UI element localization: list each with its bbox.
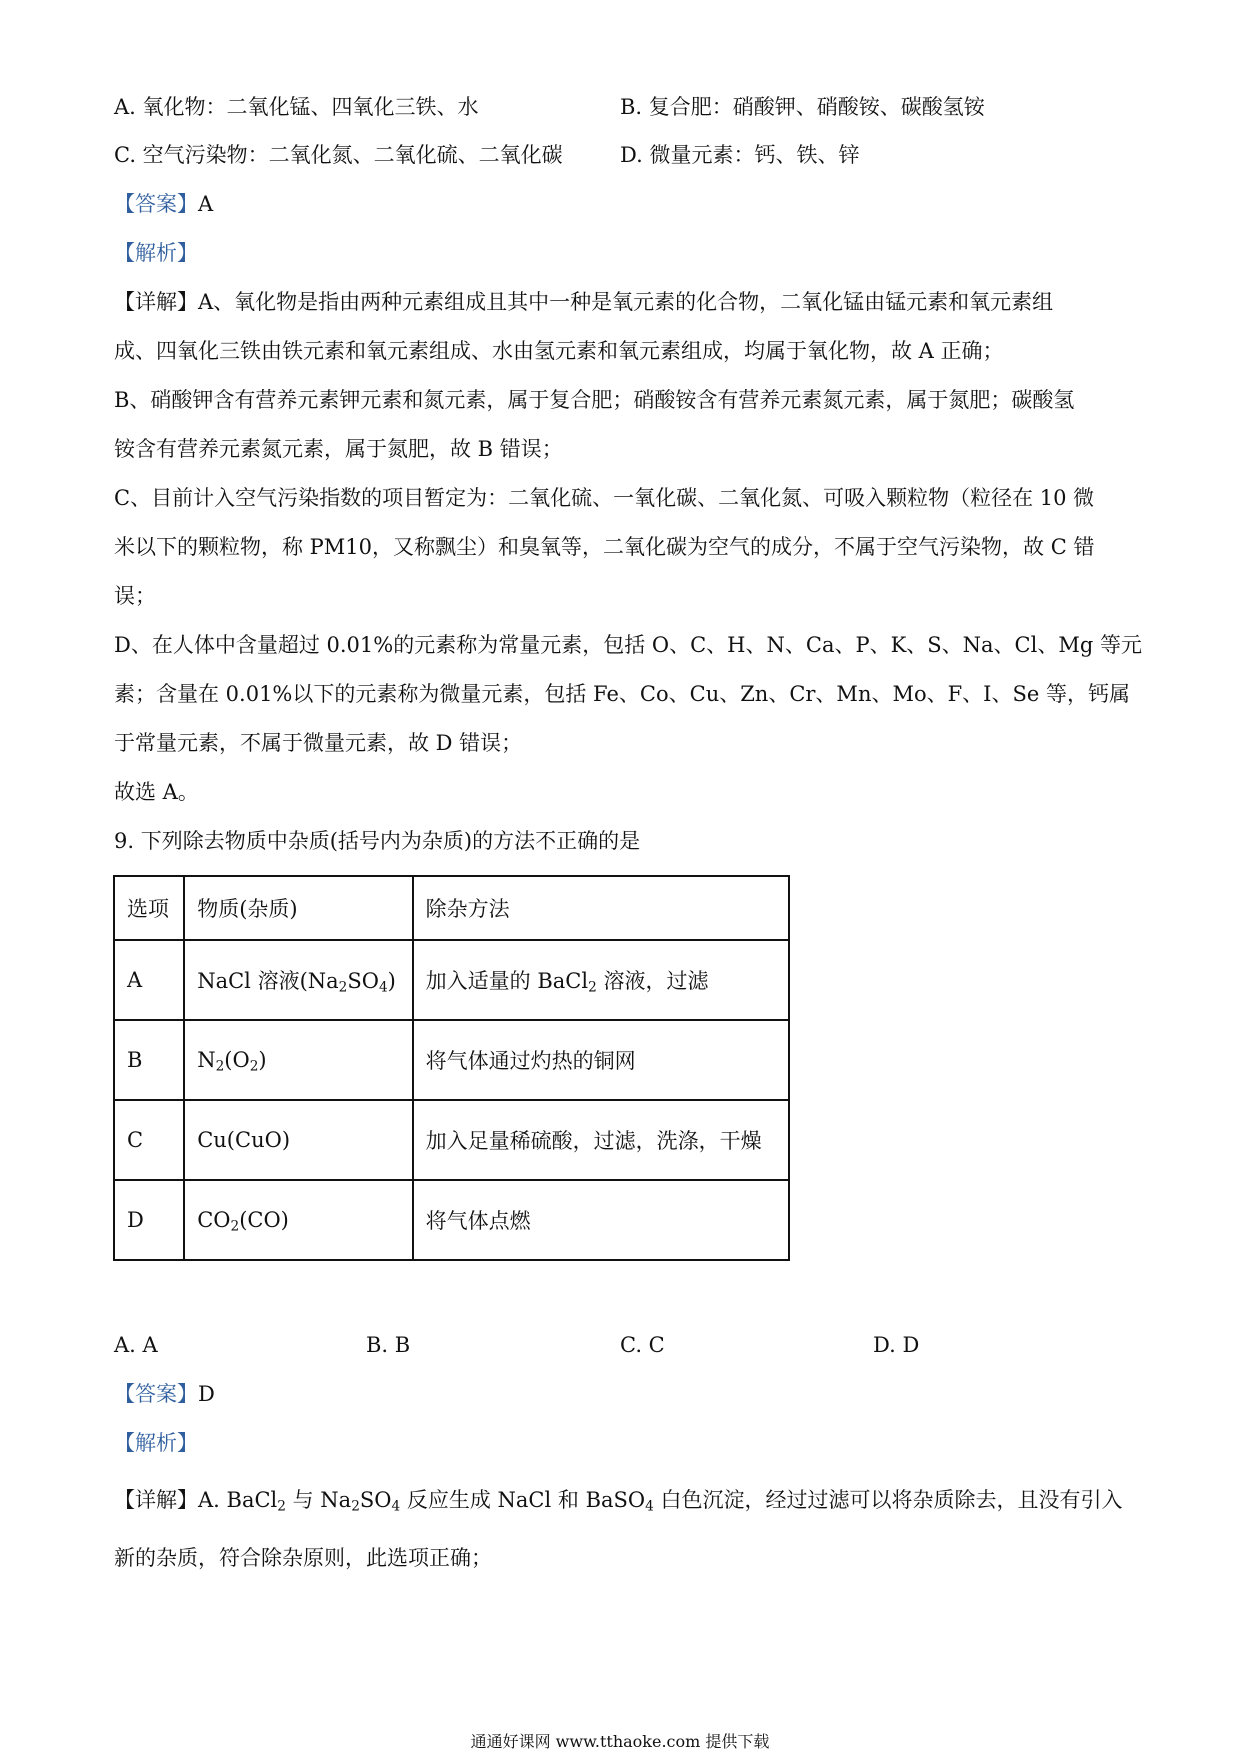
answer-value: D bbox=[198, 1382, 215, 1406]
option-d-text: D. 微量元素：钙、铁、锌 bbox=[620, 143, 860, 167]
analysis-tag: 【解析】 bbox=[114, 241, 198, 265]
table-row bbox=[114, 940, 789, 1020]
answer-tag: 【答案】 bbox=[114, 192, 198, 216]
detail-line: 米以下的颗粒物，称 PM10，又称飘尘）和臭氧等，二氧化碳为空气的成分，不属于空气污染物，故 C 错 bbox=[114, 535, 1095, 559]
header-option: 选项 bbox=[114, 876, 184, 940]
row-method: 加入足量稀硫酸，过滤，洗涤，干燥 bbox=[413, 1100, 789, 1180]
row-method: 将气体点燃 bbox=[413, 1180, 789, 1260]
answer-value: A bbox=[198, 192, 214, 216]
option-c-text: C. 空气污染物：二氧化氮、二氧化硫、二氧化碳 bbox=[114, 143, 563, 167]
table-row bbox=[114, 1180, 789, 1260]
row-method: 加入适量的 BaCl$_2$ 溶液，过滤 bbox=[413, 940, 789, 1020]
answer-line-1 bbox=[114, 192, 213, 217]
detail-line: 误； bbox=[114, 584, 156, 608]
detail-line: 素；含量在 0.01%以下的元素称为微量元素，包括 Fe、Co、Cu、Zn、Cr、Mn、Mo、F、I、Se 等，钙属 bbox=[114, 682, 1130, 706]
option-a-text: A. 氧化物：二氧化锰、四氧化三铁、水 bbox=[114, 95, 479, 119]
header-substance: 物质(杂质) bbox=[184, 876, 412, 940]
choice-b: B. B bbox=[366, 1333, 411, 1357]
detail-line: 新的杂质，符合除杂原则，此选项正确； bbox=[114, 1546, 492, 1570]
row-substance: $CO_2(CO)$ bbox=[184, 1180, 412, 1260]
choice-d: D. D bbox=[873, 1333, 920, 1357]
detail-line: 于常量元素，不属于微量元素，故 D 错误； bbox=[114, 731, 523, 755]
choice-c: C. C bbox=[620, 1333, 665, 1357]
analysis-tag: 【解析】 bbox=[114, 1431, 198, 1455]
answer-tag: 【答案】 bbox=[114, 1382, 198, 1406]
table-row bbox=[114, 1020, 789, 1100]
purification-table bbox=[113, 875, 790, 1261]
footer-text: 通通好课网 www.tthaoke.com 提供下载 bbox=[470, 1732, 770, 1751]
row-method: 将气体通过灼热的铜网 bbox=[413, 1020, 789, 1100]
table-header-row bbox=[114, 876, 789, 940]
row-option: A bbox=[114, 940, 184, 1020]
detail-line: 成、四氧化三铁由铁元素和氧元素组成、水由氢元素和氧元素组成，均属于氧化物，故 A 正确； bbox=[114, 339, 1004, 363]
detail-line: C、目前计入空气污染指数的项目暂定为：二氧化硫、一氧化碳、二氧化氮、可吸入颗粒物（粒径在 10 微 bbox=[114, 486, 1095, 510]
table-row bbox=[114, 1100, 789, 1180]
detail-line: D、在人体中含量超过 0.01%的元素称为常量元素，包括 O、C、H、N、Ca、P、K、S、Na、Cl、Mg 等元 bbox=[114, 633, 1142, 657]
question-9-stem: 9. 下列除去物质中杂质(括号内为杂质)的方法不正确的是 bbox=[114, 829, 641, 853]
row-substance: $N_2(O_2)$ bbox=[184, 1020, 412, 1100]
answer-line-2 bbox=[114, 1382, 215, 1407]
detail-line: 铵含有营养元素氮元素，属于氮肥，故 B 错误； bbox=[114, 437, 563, 461]
choice-a: A. A bbox=[114, 1333, 158, 1357]
detail-line: 故选 A。 bbox=[114, 780, 199, 804]
row-substance: NaCl 溶液$(Na_2SO_4)$ bbox=[184, 940, 412, 1020]
row-option: D bbox=[114, 1180, 184, 1260]
row-substance: Cu(CuO) bbox=[184, 1100, 412, 1180]
row-option: B bbox=[114, 1020, 184, 1100]
detail-line: 【详解】A. BaCl$_2$ 与 $Na_2SO_4$ 反应生成 NaCl 和 BaSO$_4$ 白色沉淀，经过过滤可以将杂质除去，且没有引入 bbox=[114, 1488, 1123, 1515]
detail-line: 【详解】A、氧化物是指由两种元素组成且其中一种是氧元素的化合物，二氧化锰由锰元素和氧元素组 bbox=[114, 290, 1054, 314]
detail-line: B、硝酸钾含有营养元素钾元素和氮元素，属于复合肥；硝酸铵含有营养元素氮元素，属于氮肥；碳酸氢 bbox=[114, 388, 1075, 412]
header-method: 除杂方法 bbox=[413, 876, 789, 940]
option-b-text: B. 复合肥：硝酸钾、硝酸铵、碳酸氢铵 bbox=[620, 95, 985, 119]
row-option: C bbox=[114, 1100, 184, 1180]
